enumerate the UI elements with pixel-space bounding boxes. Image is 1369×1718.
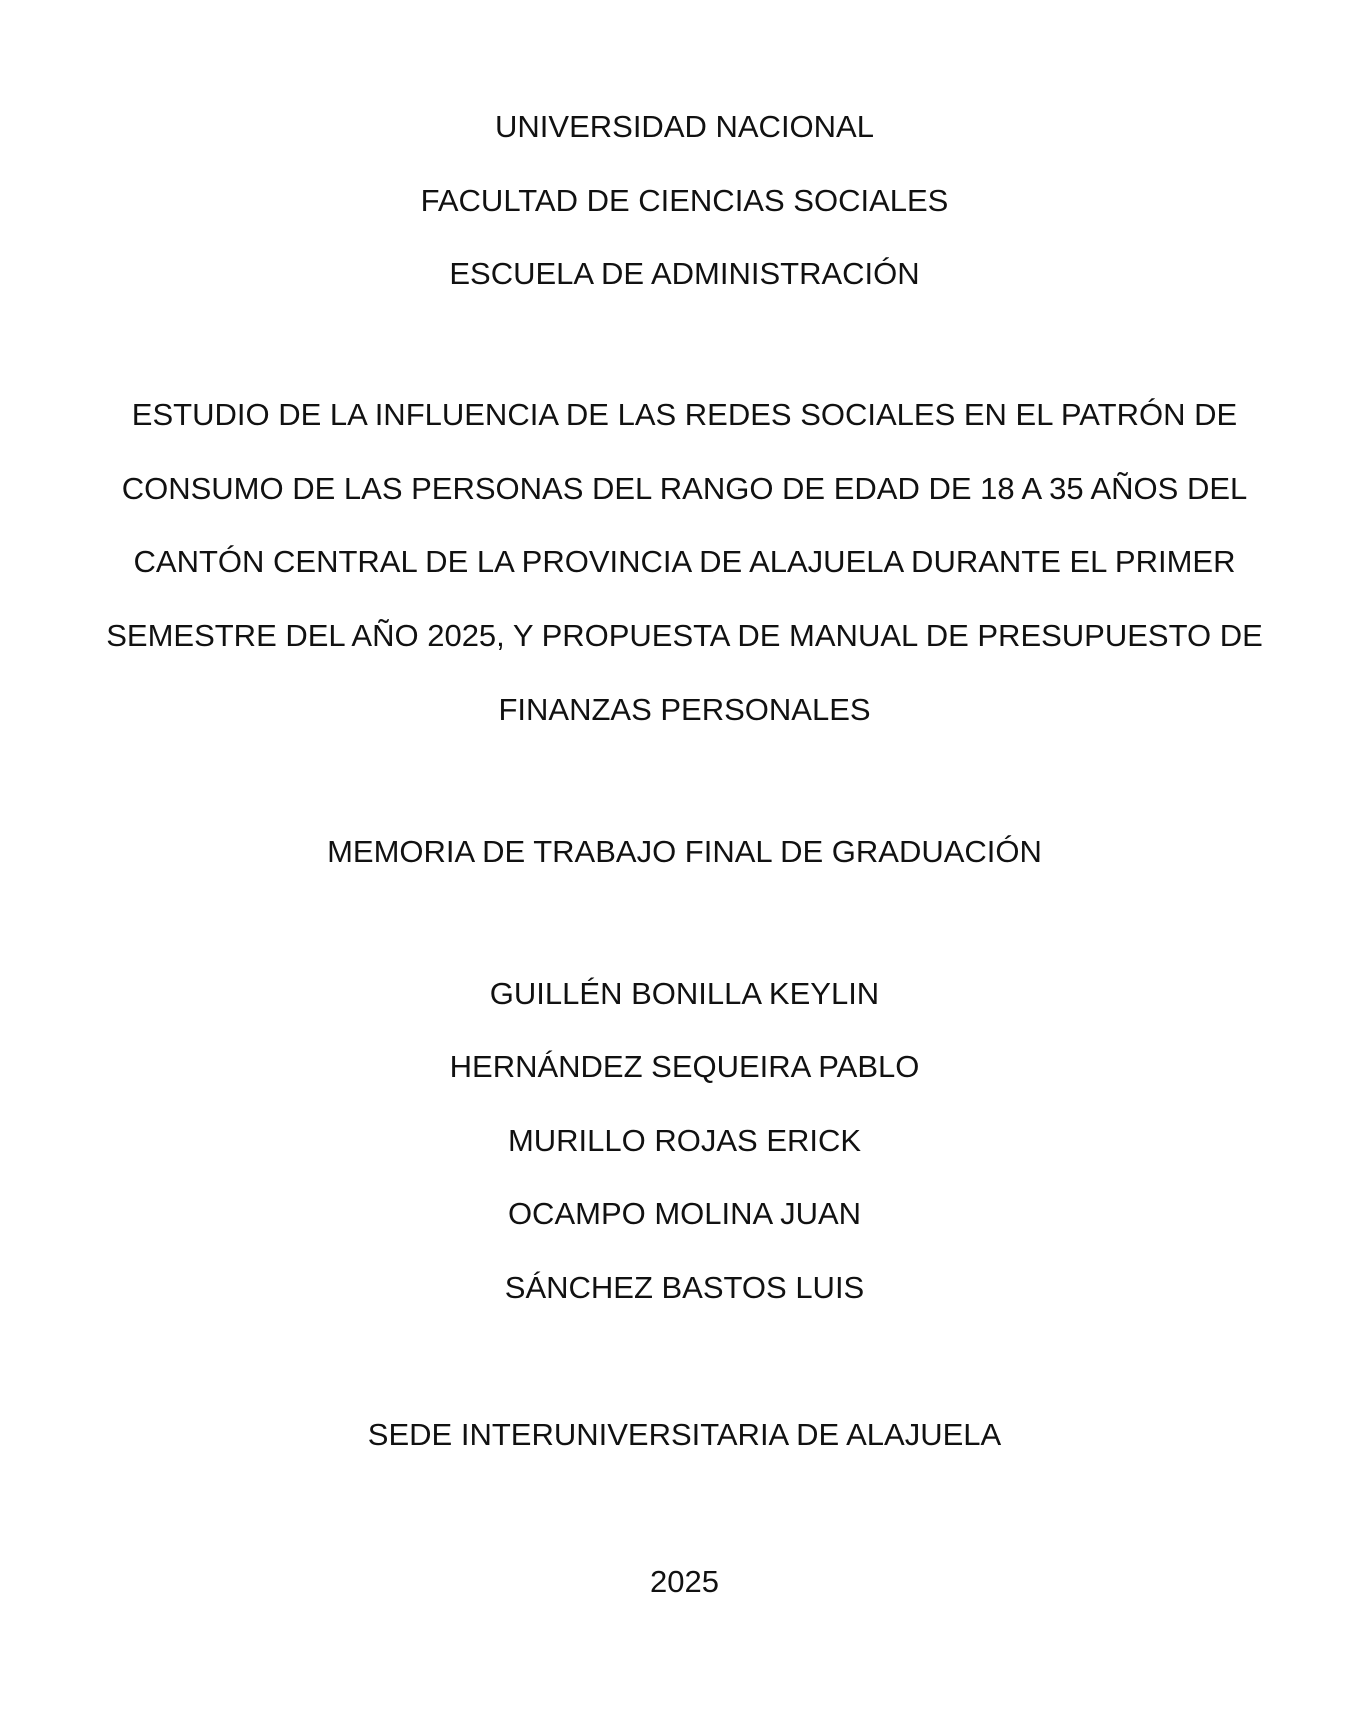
faculty-name: FACULTAD DE CIENCIAS SOCIALES bbox=[420, 183, 949, 218]
document-type: MEMORIA DE TRABAJO FINAL DE GRADUACIÓN bbox=[327, 834, 1042, 869]
author-3: MURILLO ROJAS ERICK bbox=[507, 1123, 862, 1158]
university-name: UNIVERSIDAD NACIONAL bbox=[495, 109, 874, 144]
school-name: ESCUELA DE ADMINISTRACIÓN bbox=[449, 256, 920, 291]
author-1: GUILLÉN BONILLA KEYLIN bbox=[489, 976, 880, 1011]
campus-name: SEDE INTERUNIVERSITARIA DE ALAJUELA bbox=[367, 1417, 1002, 1452]
title-line-1: ESTUDIO DE LA INFLUENCIA DE LAS REDES SOCIALES EN EL PATRÓN DE bbox=[131, 397, 1238, 432]
author-5: SÁNCHEZ BASTOS LUIS bbox=[504, 1270, 865, 1305]
title-line-4: SEMESTRE DEL AÑO 2025, Y PROPUESTA DE MANUAL DE PRESUPUESTO DE bbox=[106, 618, 1263, 653]
title-line-5: FINANZAS PERSONALES bbox=[498, 692, 871, 727]
year: 2025 bbox=[650, 1564, 719, 1599]
title-line-2: CONSUMO DE LAS PERSONAS DEL RANGO DE EDAD DE 18 A 35 AÑOS DEL bbox=[121, 471, 1248, 506]
author-4: OCAMPO MOLINA JUAN bbox=[507, 1196, 862, 1231]
author-2: HERNÁNDEZ SEQUEIRA PABLO bbox=[449, 1049, 920, 1084]
title-line-3: CANTÓN CENTRAL DE LA PROVINCIA DE ALAJUELA DURANTE EL PRIMER bbox=[133, 544, 1236, 579]
